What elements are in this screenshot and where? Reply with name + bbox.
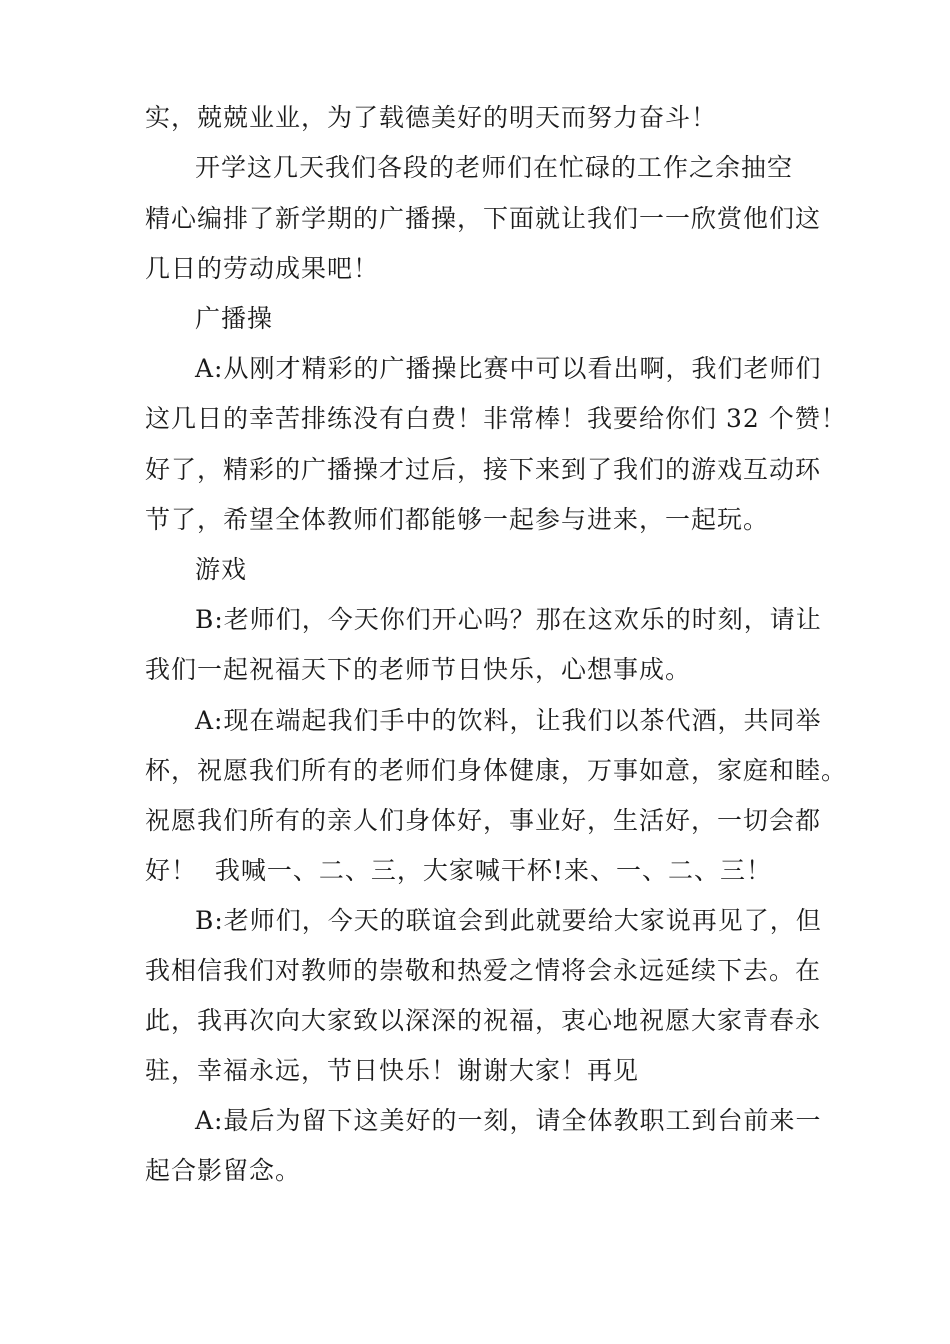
section-heading-exercise: 广播操 [195,304,274,333]
text-line: A:最后为留下这美好的一刻，请全体教职工到台前来一 [195,1106,822,1135]
text-line: 开学这几天我们各段的老师们在忙碌的工作之余抽空 [195,153,794,182]
text-line: B:老师们，今天的联谊会到此就要给大家说再见了，但 [195,906,822,935]
text-line: 精心编排了新学期的广播操，下面就让我们一一欣赏他们这 [145,204,822,233]
text-line: 此，我再次向大家致以深深的祝福，衷心地祝愿大家青春永 [145,1006,822,1035]
text-line: 好了，精彩的广播操才过后，接下来到了我们的游戏互动环 [145,455,822,484]
text-line: 驻，幸福永远，节日快乐！谢谢大家！再见 [145,1056,640,1085]
text-line: A:现在端起我们手中的饮料，让我们以茶代酒，共同举 [195,706,822,735]
text-line: 这几日的幸苦排练没有白费！非常棒！我要给你们 32 个赞！ [145,404,847,433]
text-line: 起合影留念。 [145,1156,302,1185]
text-line: 节了，希望全体教师们都能够一起参与进来，一起玩。 [145,505,770,534]
text-line: 我们一起祝福天下的老师节日快乐，心想事成。 [145,655,692,684]
text-line: 好！ 我喊一、二、三，大家喊干杯!来、一、二、三！ [145,856,772,885]
text-line: A:从刚才精彩的广播操比赛中可以看出啊，我们老师们 [195,354,822,383]
text-line: 几日的劳动成果吧！ [145,254,380,283]
text-line: 实，兢兢业业，为了载德美好的明天而努力奋斗！ [145,103,718,132]
text-line: 祝愿我们所有的亲人们身体好，事业好，生活好，一切会都 [145,806,822,835]
text-line: 我相信我们对教师的崇敬和热爱之情将会永远延续下去。在 [145,956,822,985]
section-heading-game: 游戏 [195,555,248,584]
text-line: B:老师们，今天你们开心吗？那在这欢乐的时刻，请让 [195,605,822,634]
text-line: 杯，祝愿我们所有的老师们身体健康，万事如意，家庭和睦。 [145,756,848,785]
